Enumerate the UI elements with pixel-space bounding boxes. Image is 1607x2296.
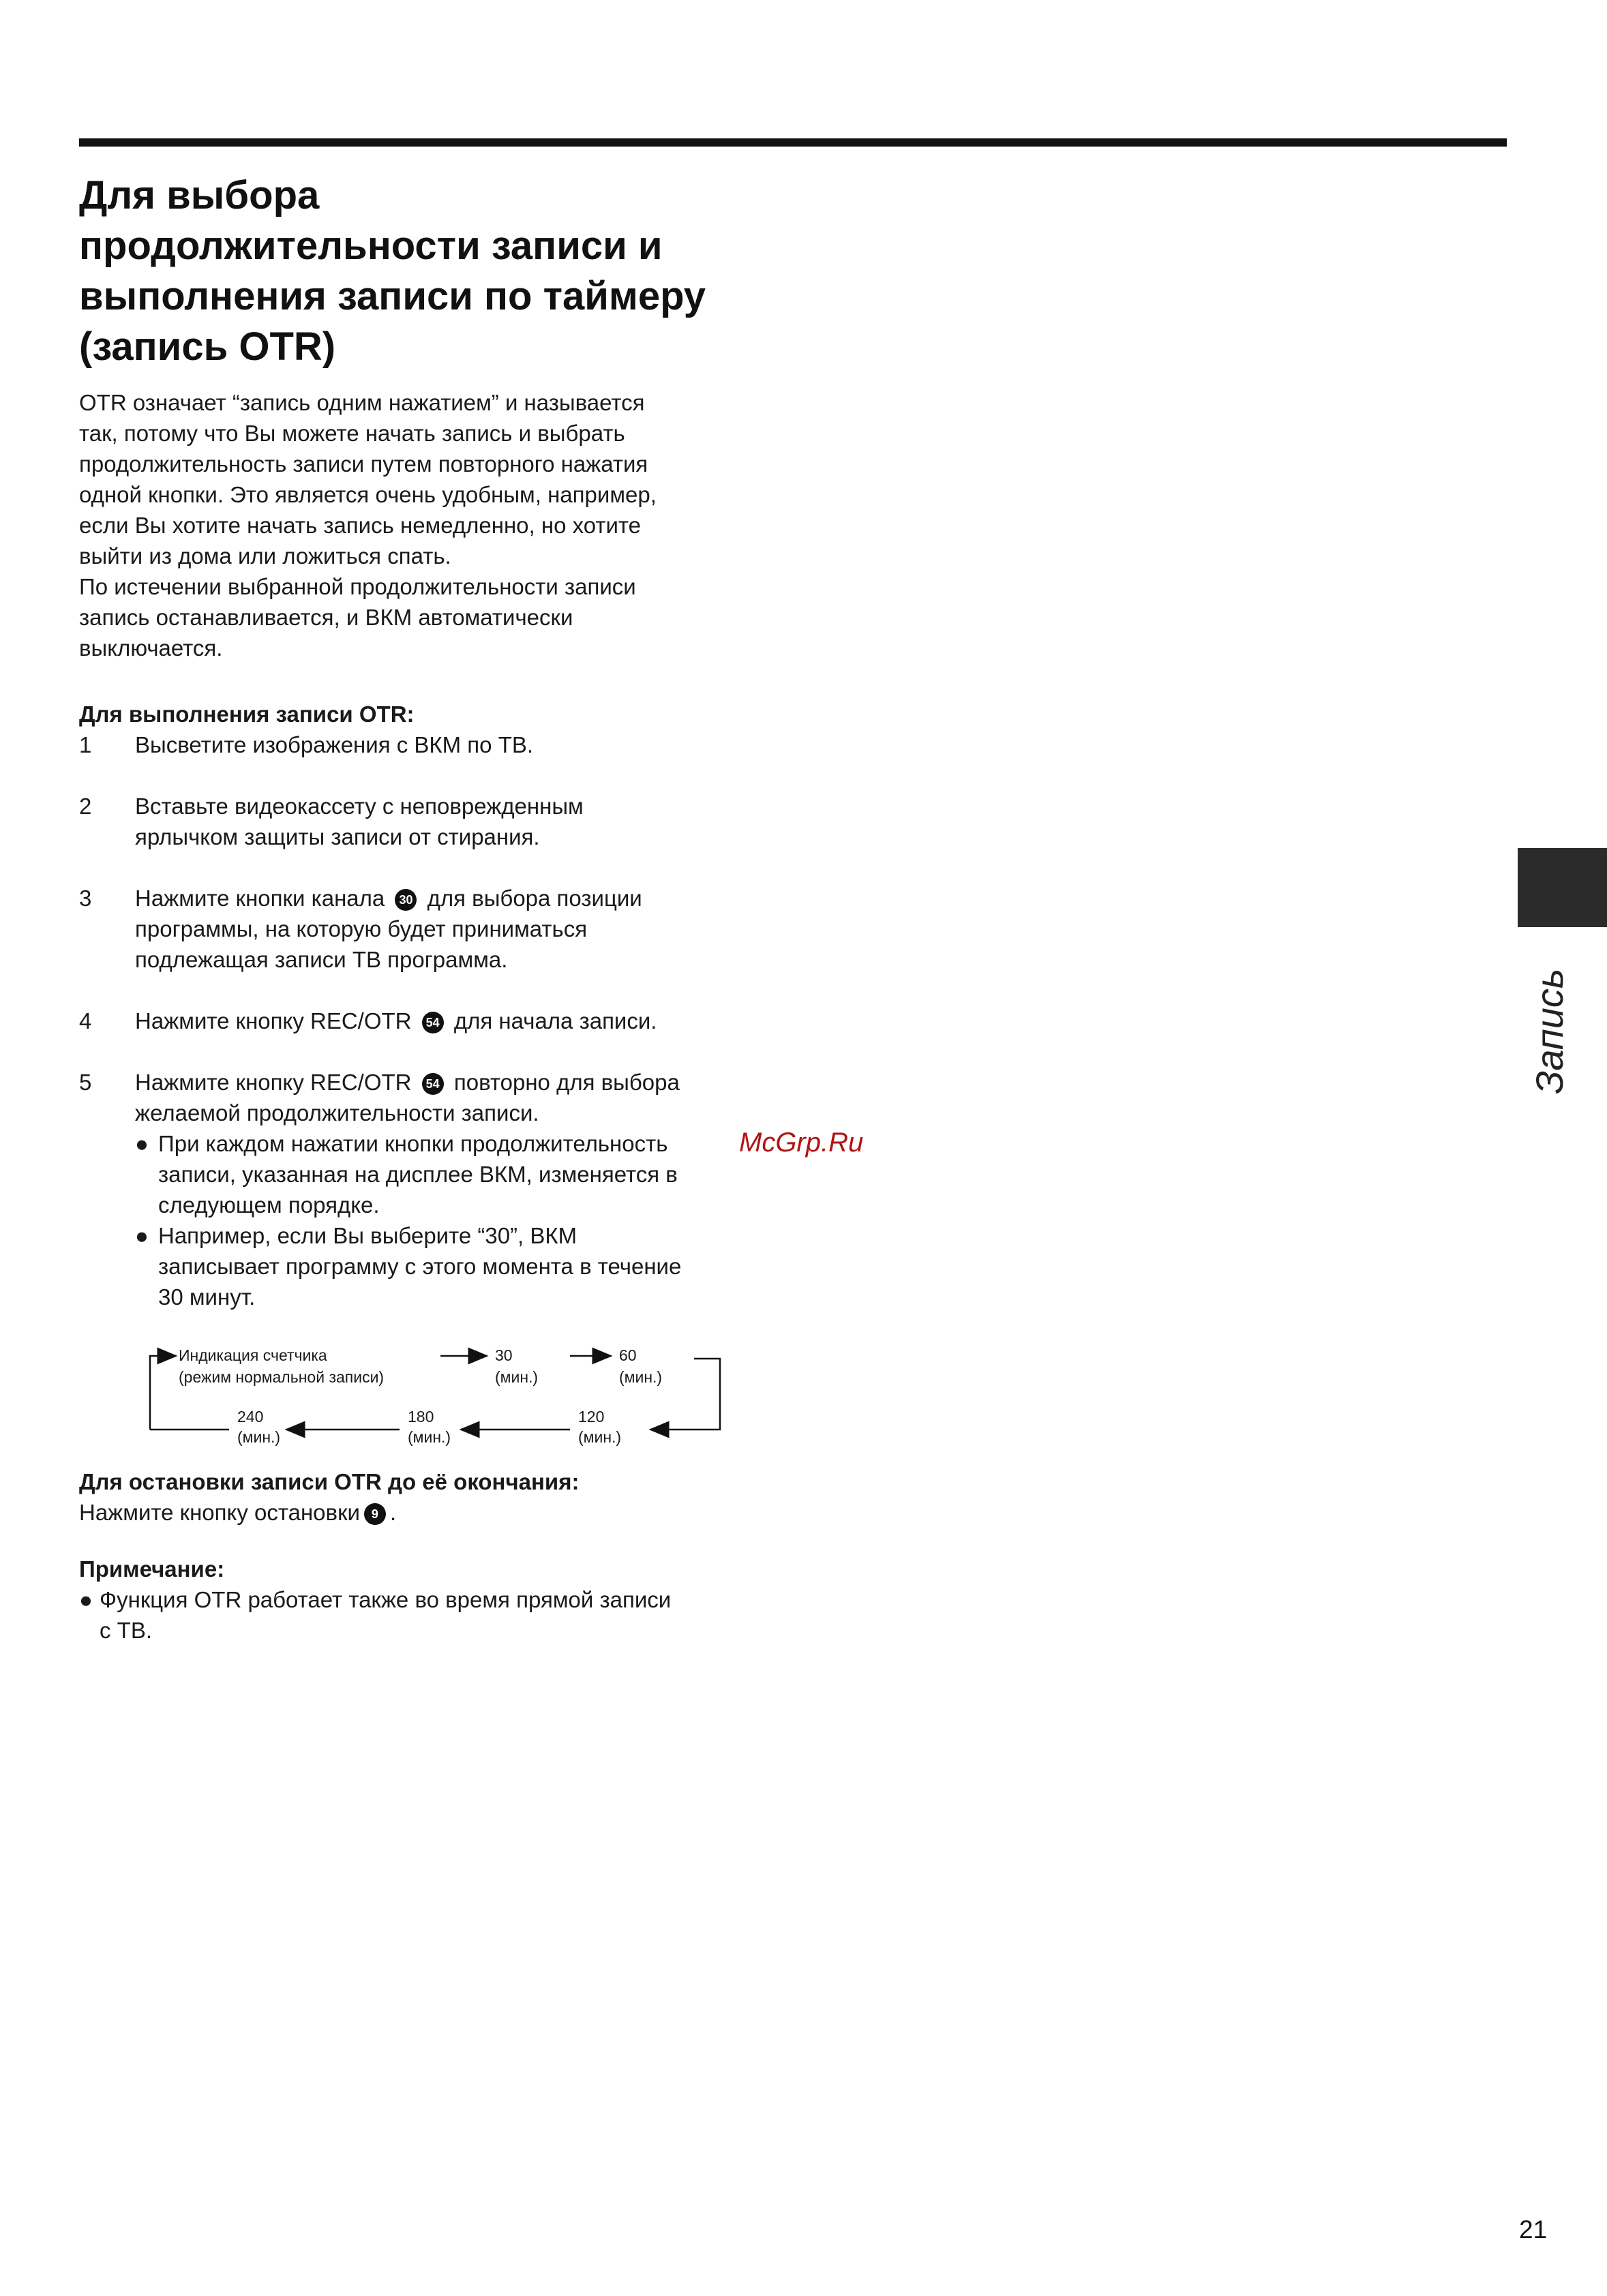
title-line: выполнения записи по таймеру	[79, 274, 706, 318]
unit-label: (мин.)	[578, 1428, 622, 1446]
watermark: McGrp.Ru	[739, 1128, 864, 1158]
unit-label: (мин.)	[495, 1368, 539, 1386]
unit-label: (мин.)	[237, 1428, 281, 1446]
step-text: программы, на которую будет приниматься	[135, 916, 588, 941]
main-column	[79, 170, 815, 1646]
value-30: 30	[495, 1346, 513, 1364]
counter-label: Индикация счетчика	[179, 1346, 327, 1364]
step-number: 2	[79, 794, 92, 819]
step-4	[79, 1006, 815, 1036]
bullet-icon: ●	[135, 1131, 149, 1156]
unit-label: (мин.)	[408, 1428, 451, 1446]
step5-bullets	[135, 1128, 681, 1312]
note-heading: Примечание:	[79, 1556, 225, 1582]
bullet-icon: ●	[135, 1223, 149, 1248]
step-text: повторно для выбора	[453, 1070, 680, 1095]
step-text: Высветите изображения с ВКМ по ТВ.	[135, 732, 534, 757]
step-text: Нажмите кнопку REC/OTR	[135, 1070, 412, 1095]
stop-heading: Для остановки записи OTR до её окончания:	[79, 1469, 580, 1494]
step-number: 5	[79, 1070, 92, 1095]
step-text: для выбора позиции	[427, 886, 642, 911]
section-tab-marker	[1518, 848, 1607, 927]
intro-line: выключается.	[79, 635, 223, 661]
intro-line: если Вы хотите начать запись немедленно, но хотите	[79, 513, 642, 538]
counter-label: (режим нормальной записи)	[179, 1368, 385, 1386]
intro-line: OTR означает “запись одним нажатием” и называется	[79, 390, 645, 415]
step-text: ярлычком защиты записи от стирания.	[135, 824, 540, 849]
step-2	[79, 791, 815, 852]
bullet-text: следующем порядке.	[158, 1192, 380, 1218]
step-text: подлежащая записи ТВ программа.	[135, 947, 508, 972]
stop-text: .	[389, 1500, 397, 1525]
intro-line: так, потому что Вы можете начать запись и выбрать	[79, 421, 625, 446]
intro-line: запись останавливается, и ВКМ автоматически	[79, 605, 573, 630]
intro-line: выйти из дома или ложиться спать.	[79, 543, 451, 569]
list-item	[135, 1220, 681, 1312]
intro-paragraph	[79, 387, 815, 663]
step-number: 3	[79, 886, 92, 911]
title-line: Для выбора	[79, 173, 320, 217]
bullet-icon: ●	[79, 1587, 93, 1612]
step-text: для начала записи.	[453, 1008, 657, 1033]
step-text: Нажмите кнопки канала	[135, 886, 385, 911]
note-text: Функция OTR работает также во время прямой записи	[100, 1587, 672, 1612]
value-240: 240	[237, 1408, 264, 1425]
value-120: 120	[578, 1408, 605, 1425]
button-ref-icon: 54	[422, 1073, 444, 1095]
section-tab-label: Запись	[1528, 968, 1571, 1094]
bullet-text: При каждом нажатии кнопки продолжительность	[158, 1131, 668, 1156]
step-text: Нажмите кнопку REC/OTR	[135, 1008, 412, 1033]
step-5	[79, 1067, 815, 1312]
value-60: 60	[619, 1346, 637, 1364]
otr-cycle-diagram	[79, 1337, 761, 1453]
bullet-text: записывает программу с этого момента в течение	[158, 1254, 682, 1279]
note	[79, 1584, 815, 1646]
title-line: продолжительности записи и	[79, 224, 663, 268]
step-text: Вставьте видеокассету с неповрежденным	[135, 794, 584, 819]
stop-instruction	[79, 1497, 815, 1528]
button-ref-icon: 30	[395, 889, 417, 911]
list-item	[79, 1584, 815, 1646]
intro-line: продолжительность записи путем повторного нажатия	[79, 451, 648, 477]
stop-button-icon: 9	[364, 1503, 386, 1525]
intro-line: По истечении выбранной продолжительности записи	[79, 574, 636, 599]
how-to-heading: Для выполнения записи OTR:	[79, 701, 415, 727]
step-1	[79, 729, 815, 760]
page-number: 21	[1519, 2216, 1548, 2244]
step-number: 1	[79, 732, 92, 757]
value-180: 180	[408, 1408, 434, 1425]
step-3	[79, 883, 815, 975]
page-title	[79, 170, 815, 372]
step-number: 4	[79, 1008, 92, 1033]
bullet-text: 30 минут.	[158, 1284, 256, 1310]
list-item	[135, 1128, 681, 1220]
bullet-text: Например, если Вы выберите “30”, ВКМ	[158, 1223, 577, 1248]
intro-line: одной кнопки. Это является очень удобным, например,	[79, 482, 657, 507]
top-rule	[79, 138, 1507, 147]
step-text: желаемой продолжительности записи.	[135, 1100, 539, 1126]
unit-label: (мин.)	[619, 1368, 663, 1386]
note-text: с ТВ.	[100, 1618, 153, 1643]
title-line: (запись OTR)	[79, 324, 336, 369]
bullet-text: записи, указанная на дисплее ВКМ, изменяется в	[158, 1162, 678, 1187]
stop-text: Нажмите кнопку остановки	[79, 1500, 360, 1525]
button-ref-icon: 54	[422, 1012, 444, 1033]
